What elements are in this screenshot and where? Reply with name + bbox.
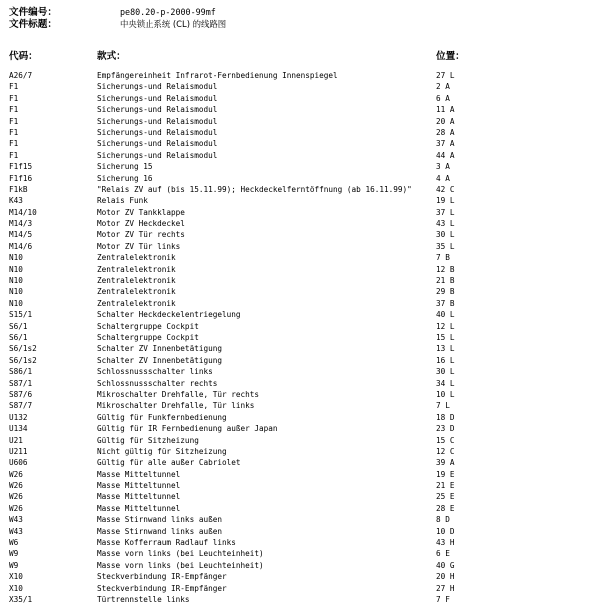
table-row: [0, 446, 602, 457]
table-row: [0, 264, 602, 275]
table-row: [0, 241, 602, 252]
row-description: Sicherung 15: [97, 162, 153, 172]
column-header-model: 款式：: [97, 51, 126, 62]
table-row: [0, 435, 602, 446]
table-row: [0, 173, 602, 184]
row-description: Gültig für Sitzheizung: [97, 435, 199, 445]
row-code: F1: [9, 116, 19, 126]
row-description: Masse Mitteltunnel: [97, 469, 181, 479]
table-row: [0, 571, 602, 582]
table-row: [0, 161, 602, 172]
row-description: Relais Funk: [97, 196, 148, 206]
row-position: 20 A: [436, 116, 455, 126]
table-row: [0, 366, 602, 377]
row-code: X35/1: [9, 594, 33, 604]
row-code: S87/7: [9, 401, 33, 411]
row-code: U132: [9, 412, 28, 422]
table-row: [0, 116, 602, 127]
row-code: W26: [9, 469, 23, 479]
table-row: [0, 526, 602, 537]
table-row: [0, 594, 602, 605]
row-code: S87/6: [9, 389, 33, 399]
row-position: 13 L: [436, 344, 455, 354]
row-code: F1: [9, 93, 19, 103]
table-row: [0, 412, 602, 423]
row-code: F1f15: [9, 162, 33, 172]
table-row: [0, 355, 602, 366]
table-row: [0, 184, 602, 195]
row-code: F1: [9, 150, 19, 160]
row-code: M14/10: [9, 207, 37, 217]
table-row: [0, 321, 602, 332]
row-position: 28 A: [436, 127, 455, 137]
row-description: Sicherungs-und Relaismodul: [97, 93, 218, 103]
table-row: [0, 229, 602, 240]
row-position: 37 B: [436, 298, 455, 308]
row-position: 28 E: [436, 503, 455, 513]
row-description: Motor ZV Tür rechts: [97, 230, 185, 240]
row-description: Schalter Heckdeckelentriegelung: [97, 310, 241, 320]
row-position: 8 D: [436, 515, 450, 525]
row-position: 37 L: [436, 207, 455, 217]
row-code: W9: [9, 560, 19, 570]
row-code: F1: [9, 82, 19, 92]
row-position: 40 G: [436, 560, 455, 570]
table-row: [0, 457, 602, 468]
row-description: Schalter ZV Innenbetätigung: [97, 355, 222, 365]
row-code: F1: [9, 127, 19, 137]
row-description: Sicherungs-und Relaismodul: [97, 127, 218, 137]
row-position: 7 B: [436, 253, 450, 263]
row-description: Masse Mitteltunnel: [97, 481, 181, 491]
row-code: N10: [9, 264, 23, 274]
row-code: K43: [9, 196, 23, 206]
row-description: Masse vorn links (bei Leuchteinheit): [97, 549, 264, 559]
row-code: W43: [9, 526, 23, 536]
table-row: [0, 81, 602, 92]
table-row: [0, 104, 602, 115]
row-description: Empfängereinheit Infrarot-Fernbedienung Innenspiegel: [97, 71, 338, 80]
row-position: 30 L: [436, 367, 455, 377]
row-description: Schlossnussschalter links: [97, 367, 213, 377]
row-description: Schaltergruppe Cockpit: [97, 321, 199, 331]
table-row: [0, 469, 602, 480]
row-description: Zentralelektronik: [97, 253, 176, 263]
row-code: S87/1: [9, 378, 33, 388]
row-description: Zentralelektronik: [97, 287, 176, 297]
row-position: 10 D: [436, 526, 455, 536]
table-row: [0, 583, 602, 594]
row-code: M14/6: [9, 241, 33, 251]
row-description: Masse Mitteltunnel: [97, 503, 181, 513]
row-code: U134: [9, 424, 28, 434]
table-row: [0, 218, 602, 229]
row-position: 2 A: [436, 82, 450, 92]
row-description: Motor ZV Tankklappe: [97, 207, 185, 217]
row-position: 20 H: [436, 572, 455, 582]
row-code: N10: [9, 253, 23, 263]
row-code: A26/7: [9, 71, 33, 80]
row-position: 44 A: [436, 150, 455, 160]
column-header-position: 位置：: [436, 51, 465, 62]
row-position: 34 L: [436, 378, 455, 388]
row-description: Nicht gültig für Sitzheizung: [97, 446, 227, 456]
row-description: Motor ZV Heckdeckel: [97, 219, 185, 229]
row-position: 43 L: [436, 219, 455, 229]
row-code: W26: [9, 492, 23, 502]
row-position: 23 D: [436, 424, 455, 434]
row-position: 11 A: [436, 105, 455, 115]
row-position: 42 C: [436, 184, 455, 194]
row-position: 35 L: [436, 241, 455, 251]
row-position: 10 L: [436, 389, 455, 399]
row-description: Gültig für IR Fernbedienung außer Japan: [97, 424, 278, 434]
table-row: [0, 207, 602, 218]
row-position: 18 D: [436, 412, 455, 422]
row-position: 21 B: [436, 276, 455, 286]
row-code: S86/1: [9, 367, 33, 377]
row-description: Zentralelektronik: [97, 276, 176, 286]
row-code: N10: [9, 287, 23, 297]
row-code: U21: [9, 435, 23, 445]
row-code: S15/1: [9, 310, 33, 320]
row-description: Masse Kofferraum Radlauf links: [97, 538, 236, 548]
row-position: 7 F: [436, 594, 450, 604]
row-code: X10: [9, 572, 23, 582]
row-code: F1: [9, 105, 19, 115]
table-row: [0, 560, 602, 571]
row-description: Schaltergruppe Cockpit: [97, 332, 199, 342]
row-description: Masse Mitteltunnel: [97, 492, 181, 502]
table-row: [0, 343, 602, 354]
component-list: [0, 70, 602, 605]
row-description: Sicherungs-und Relaismodul: [97, 139, 218, 149]
row-description: Mikroschalter Drehfalle, Tür rechts: [97, 389, 259, 399]
table-row: [0, 491, 602, 502]
row-position: 25 E: [436, 492, 455, 502]
row-description: Schlossnussschalter rechts: [97, 378, 218, 388]
table-row: [0, 195, 602, 206]
row-description: Steckverbindung IR-Empfänger: [97, 572, 227, 582]
row-code: M14/3: [9, 219, 33, 229]
row-code: W26: [9, 503, 23, 513]
table-row: [0, 150, 602, 161]
table-row: [0, 70, 602, 81]
row-position: 12 B: [436, 264, 455, 274]
table-row: [0, 537, 602, 548]
table-row: [0, 298, 602, 309]
table-row: [0, 548, 602, 559]
file-title-value: 中央锁止系统 (CL) 的线路图: [120, 19, 227, 29]
table-row: [0, 93, 602, 104]
row-position: 6 E: [436, 549, 450, 559]
row-description: Sicherungs-und Relaismodul: [97, 105, 218, 115]
table-row: [0, 127, 602, 138]
row-code: W6: [9, 538, 19, 548]
row-position: 7 L: [436, 401, 450, 411]
row-position: 12 C: [436, 446, 455, 456]
file-number-value: pe80.20-p-2000-99mf: [120, 7, 216, 17]
row-position: 3 A: [436, 162, 450, 172]
table-row: [0, 378, 602, 389]
row-code: S6/1s2: [9, 344, 37, 354]
row-description: Gültig für alle außer Cabriolet: [97, 458, 241, 468]
table-row: [0, 332, 602, 343]
table-row: [0, 503, 602, 514]
row-description: Zentralelektronik: [97, 264, 176, 274]
row-position: 6 A: [436, 93, 450, 103]
row-description: Gültig für Funkfernbedienung: [97, 412, 227, 422]
row-description: Türtrennstelle links: [97, 594, 190, 604]
row-position: 19 L: [436, 196, 455, 206]
row-code: X10: [9, 583, 23, 593]
row-description: Schalter ZV Innenbetätigung: [97, 344, 222, 354]
row-position: 19 E: [436, 469, 455, 479]
row-description: Mikroschalter Drehfalle, Tür links: [97, 401, 255, 411]
row-description: Sicherungs-und Relaismodul: [97, 116, 218, 126]
row-description: Masse vorn links (bei Leuchteinheit): [97, 560, 264, 570]
table-row: [0, 514, 602, 525]
file-number-label: 文件编号：: [9, 7, 57, 18]
row-code: S6/1: [9, 321, 28, 331]
row-position: 4 A: [436, 173, 450, 183]
row-description: Motor ZV Tür links: [97, 241, 181, 251]
row-code: F1f16: [9, 173, 33, 183]
row-code: S6/1s2: [9, 355, 37, 365]
row-position: 37 A: [436, 139, 455, 149]
row-position: 15 C: [436, 435, 455, 445]
row-code: U606: [9, 458, 28, 468]
row-code: S6/1: [9, 332, 28, 342]
row-position: 27 H: [436, 583, 455, 593]
row-code: U211: [9, 446, 28, 456]
row-code: W43: [9, 515, 23, 525]
row-position: 15 L: [436, 332, 455, 342]
table-row: [0, 400, 602, 411]
row-description: "Relais ZV auf (bis 15.11.99); Heckdeckelferntöffnung (ab 16.11.99)": [97, 184, 412, 194]
row-position: 40 L: [436, 310, 455, 320]
table-row: [0, 138, 602, 149]
table-row: [0, 309, 602, 320]
row-description: Sicherungs-und Relaismodul: [97, 82, 218, 92]
file-title-label: 文件标题：: [9, 19, 57, 30]
row-code: W26: [9, 481, 23, 491]
row-position: 12 L: [436, 321, 455, 331]
table-row: [0, 286, 602, 297]
row-description: Masse Stirnwand links außen: [97, 526, 222, 536]
row-position: 43 H: [436, 538, 455, 548]
row-position: 39 A: [436, 458, 455, 468]
row-description: Zentralelektronik: [97, 298, 176, 308]
row-code: N10: [9, 276, 23, 286]
table-row: [0, 275, 602, 286]
row-code: N10: [9, 298, 23, 308]
table-row: [0, 480, 602, 491]
table-row: [0, 389, 602, 400]
table-row: [0, 423, 602, 434]
row-position: 30 L: [436, 230, 455, 240]
row-position: 16 L: [436, 355, 455, 365]
row-code: F1: [9, 139, 19, 149]
table-row: [0, 252, 602, 263]
row-position: 21 E: [436, 481, 455, 491]
row-code: W9: [9, 549, 19, 559]
row-description: Sicherung 16: [97, 173, 153, 183]
column-header-code: 代码：: [9, 51, 38, 62]
row-position: 27 L: [436, 71, 455, 80]
row-code: F1kB: [9, 184, 28, 194]
row-code: M14/5: [9, 230, 33, 240]
row-position: 29 B: [436, 287, 455, 297]
row-description: Steckverbindung IR-Empfänger: [97, 583, 227, 593]
row-description: Masse Stirnwand links außen: [97, 515, 222, 525]
row-description: Sicherungs-und Relaismodul: [97, 150, 218, 160]
